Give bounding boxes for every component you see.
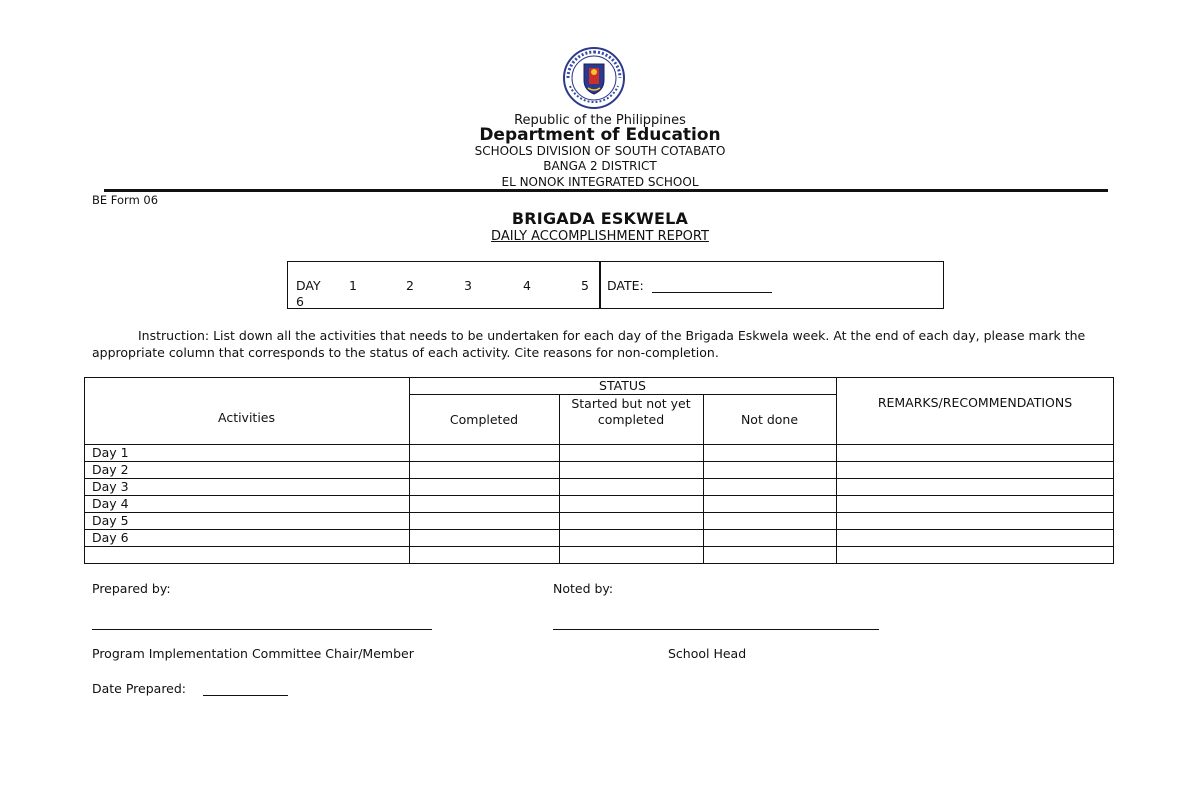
header-bottom-line bbox=[84, 444, 1114, 445]
preparer-role: Program Implementation Committee Chair/Member bbox=[92, 646, 414, 661]
republic-heading: Republic of the Philippines bbox=[514, 113, 686, 128]
row-line bbox=[84, 495, 1114, 496]
table-border-bottom bbox=[84, 563, 1114, 564]
noter-role: School Head bbox=[668, 646, 747, 661]
row-line bbox=[84, 512, 1114, 513]
form-number: BE Form 06 bbox=[92, 193, 159, 207]
status-not-done-header: Not done bbox=[740, 412, 799, 427]
day-option-6[interactable]: 6 bbox=[296, 294, 304, 309]
table-row-label: Day 5 bbox=[92, 513, 129, 528]
status-header: STATUS bbox=[599, 378, 646, 393]
table-row-label: Day 3 bbox=[92, 479, 129, 494]
col-divider-activities bbox=[409, 377, 410, 564]
row-line bbox=[84, 529, 1114, 530]
day-option-4[interactable]: 4 bbox=[523, 278, 531, 293]
school-heading: EL NONOK INTEGRATED SCHOOL bbox=[501, 175, 699, 189]
date-prepared-label: Date Prepared: bbox=[92, 681, 187, 696]
deped-seal-logo bbox=[562, 46, 626, 110]
status-subheader-line bbox=[409, 394, 836, 395]
district-heading: BANGA 2 DISTRICT bbox=[543, 159, 657, 173]
status-completed-header: Completed bbox=[449, 412, 519, 427]
preparer-signature-line[interactable] bbox=[92, 629, 432, 630]
row-line bbox=[84, 478, 1114, 479]
activities-header: Activities bbox=[217, 410, 276, 425]
status-started-header: Started but not yet completed bbox=[571, 396, 691, 427]
table-row-label: Day 1 bbox=[92, 445, 129, 460]
noter-signature-line[interactable] bbox=[553, 629, 879, 630]
table-row-label: Day 4 bbox=[92, 496, 129, 511]
table-border-left bbox=[84, 377, 85, 564]
date-field[interactable] bbox=[652, 292, 772, 293]
noted-by-label: Noted by: bbox=[553, 581, 614, 596]
header-divider bbox=[104, 189, 1108, 192]
table-row-label: Day 2 bbox=[92, 462, 129, 477]
day-box-divider bbox=[599, 262, 601, 308]
row-line bbox=[84, 546, 1114, 547]
page-title: BRIGADA ESKWELA bbox=[511, 209, 689, 228]
department-heading: Department of Education bbox=[479, 125, 721, 145]
day-date-box bbox=[287, 261, 944, 309]
activities-table bbox=[84, 377, 1114, 564]
day-option-5[interactable]: 5 bbox=[581, 278, 589, 293]
remarks-header: REMARKS/RECOMMENDATIONS bbox=[877, 395, 1073, 410]
day-option-3[interactable]: 3 bbox=[464, 278, 472, 293]
row-line bbox=[84, 461, 1114, 462]
day-option-2[interactable]: 2 bbox=[406, 278, 414, 293]
instruction-body: Instruction: List down all the activities that needs to be undertaken for each day of the Brigada Eskwela week. At the end of each day, please mark the appropriate column that corresponds to the status of each activity. Cite reasons for non-completion. bbox=[92, 328, 1086, 360]
page-subtitle: DAILY ACCOMPLISHMENT REPORT bbox=[491, 229, 709, 244]
table-row-label: Day 6 bbox=[92, 530, 129, 545]
prepared-by-label: Prepared by: bbox=[92, 581, 171, 596]
division-heading: SCHOOLS DIVISION OF SOUTH COTABATO bbox=[474, 144, 726, 158]
day-label: DAY bbox=[296, 278, 321, 293]
instruction-text bbox=[92, 327, 1112, 361]
day-option-1[interactable]: 1 bbox=[349, 278, 357, 293]
date-label: DATE: bbox=[607, 278, 644, 293]
date-prepared-field[interactable] bbox=[203, 695, 288, 696]
